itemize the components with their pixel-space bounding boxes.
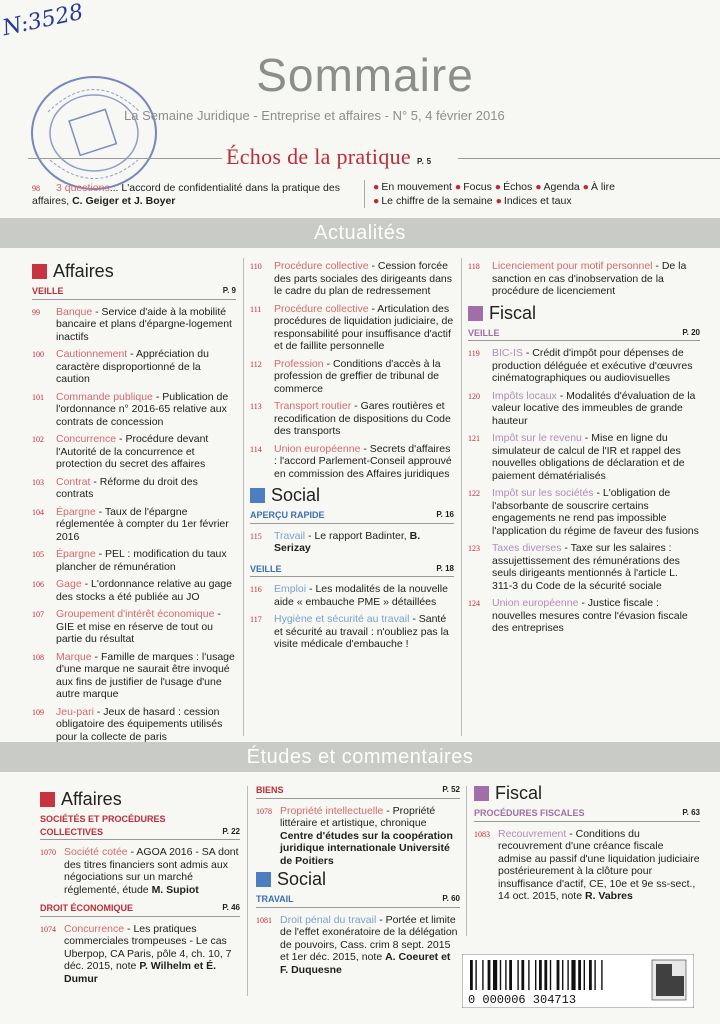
- barcode-bar: [562, 960, 563, 990]
- entry-authors: P. Wilhelm et É. Dumur: [64, 960, 217, 985]
- divider: [458, 158, 720, 159]
- subsection-label: TRAVAIL: [256, 894, 294, 904]
- entry-body: [280, 914, 460, 977]
- subsection-label: DROIT ÉCONOMIQUE: [40, 903, 134, 913]
- subsection-label: APERÇU RAPIDE: [250, 510, 325, 520]
- rubric-label: Échos: [503, 181, 533, 193]
- section-title: Affaires: [61, 789, 122, 810]
- entry-body: [274, 443, 454, 481]
- band-etudes: Études et commentaires: [0, 742, 720, 772]
- entry-text: - Justice fiscale : nouvelles mesures contre l'évasion fiscale des entreprises: [492, 597, 688, 634]
- entry-text: - Jeux de hasard : cession obligatoire des équipements utilisés pour la collecte de paris: [56, 705, 223, 743]
- entry-text: - GIE et mise en réserve de tout ou partie du résultat: [56, 608, 221, 645]
- column-divider: [243, 258, 244, 736]
- entry-text: - Articulation des procédures de liquidation judiciaire, de responsabilité pour insuffisance d'actif et de faillite personnelle: [274, 302, 454, 352]
- entry-keyword: Transport routier: [274, 400, 352, 412]
- entry-number: 1081: [256, 915, 272, 925]
- entry-number: 105: [32, 550, 44, 559]
- journal-subtitle: La Semaine Juridique - Entreprise et affaires - N° 5, 4 février 2016: [124, 108, 505, 123]
- entry-authors: B. Serizay: [274, 529, 421, 554]
- barcode-bar: [505, 960, 506, 990]
- entry-keyword: 3 questions: [56, 182, 110, 194]
- etudes-col-affaires: [40, 789, 240, 990]
- entry-number: 1074: [40, 924, 56, 934]
- study-entry: [40, 923, 240, 986]
- entry-keyword: Épargne: [56, 505, 96, 518]
- section-marker-icon: [468, 306, 483, 321]
- study-entry: [256, 914, 460, 977]
- entry-keyword: Impôt sur le revenu: [492, 432, 582, 444]
- rubric-link[interactable]: [583, 181, 615, 193]
- entry-text: - Taux de l'épargne réglementée à compter du 1er février 2016: [56, 505, 229, 543]
- study-entry: [40, 846, 240, 896]
- entry-keyword: Recouvrement: [498, 827, 567, 840]
- toc-entry: [32, 548, 236, 573]
- entry-body: [56, 706, 236, 744]
- entry-number: 121: [468, 434, 480, 443]
- section-marker-icon: [474, 786, 489, 801]
- entry-text: - Crédit d'impôt pour dépenses de production déléguée et exécutive d'œuvres cinématographiques ou audiovisuelles: [492, 347, 693, 384]
- toc-entry: [32, 433, 236, 471]
- subsection-page: P. 22: [222, 826, 240, 836]
- entry-keyword: Concurrence: [56, 433, 117, 445]
- echos-title-text: Échos de la pratique: [226, 144, 411, 169]
- entry-text: - Conditions du recouvrement d'une créance fiscale admise au passif d'une liquidation judiciaire postérieurement à la clôture pour insuffisance d'actif, CE, 10e et 9e ss-sect., 14 oct. 2015, note: [498, 827, 700, 902]
- barcode-bar: [517, 960, 518, 990]
- entry-keyword: Union européenne: [274, 442, 361, 455]
- entry-body: [498, 828, 700, 903]
- actu-col-affaires: [32, 261, 236, 748]
- section-title: Affaires: [53, 261, 114, 282]
- subsection-page: P. 18: [436, 563, 454, 573]
- rubric-label: Agenda: [543, 181, 580, 193]
- entries-list: [250, 260, 454, 480]
- entry-number: 101: [32, 392, 44, 402]
- etudes-col-2: [256, 784, 460, 981]
- entry-text: - L'obligation de l'absorbante de souscrire certains engagements ne rend pas impossible l'application du régime de faveur des fusions: [492, 487, 699, 537]
- section-heading: [250, 485, 454, 506]
- subsection-page: P. 63: [682, 808, 700, 817]
- entry-number: 107: [32, 610, 44, 619]
- entry-text: - Procédure devant l'Autorité de la concurrence et protection du secret des affaires: [56, 433, 209, 470]
- entry-text: - Santé et sécurité au travail : n'oubliez pas la visite médicale d'embauche !: [274, 613, 449, 650]
- entry-text: - Cession forcée des parts sociales des dirigeants dans le cadre du plan de redressement: [274, 260, 453, 297]
- rubric-link[interactable]: [535, 181, 580, 193]
- bullet-icon: ●: [495, 195, 502, 207]
- subsection-label: SOCIÉTÉS ET PROCÉDURES COLLECTIVES: [40, 814, 166, 837]
- barcode-bar: [567, 960, 568, 990]
- toc-entry: [468, 597, 700, 635]
- entry-text: - Taxe sur les salaires : assujettissement des rémunérations des seuls dirigeants mentionnés à l'article L. 311-3 du Code de la sécurité sociale: [492, 542, 680, 592]
- entry-authors: M. Supiot: [151, 883, 199, 896]
- toc-entry: [250, 303, 454, 353]
- entries-list: [468, 260, 700, 298]
- entry-text: - Modalités d'évaluation de la valeur locative des immeubles de grande hauteur: [492, 389, 696, 427]
- subsection-page: P. 52: [442, 785, 460, 794]
- section-title: Fiscal: [489, 302, 537, 323]
- entry-authors: C. Geiger et J. Boyer: [72, 195, 176, 207]
- barcode-bar: [584, 960, 585, 990]
- subsection-bar: [256, 784, 460, 799]
- toc-entry: [32, 706, 236, 744]
- toc-entry: [32, 651, 236, 701]
- entry-body: [274, 303, 454, 353]
- bullet-icon: ●: [535, 181, 542, 193]
- entry-number: 99: [32, 307, 40, 317]
- barcode-digits: 0 000006 304713: [468, 993, 577, 1007]
- entry-text: - Service d'aide à la mobilité bancaire et plans d'épargne-logement inactifs: [56, 305, 232, 343]
- section-heading: [32, 261, 236, 282]
- toc-entry: [32, 348, 236, 386]
- barcode: [462, 954, 694, 1008]
- rubric-label: Focus: [463, 181, 492, 193]
- entry-text: - Portée et limite de l'effet exonératoire de la délégation de pouvoirs, Cass. crim 8 sept. 2015 et 1er déc. 2015, note: [280, 913, 458, 963]
- column-divider: [466, 786, 467, 936]
- section-title: Social: [277, 869, 327, 890]
- subsection-bar: [250, 563, 454, 578]
- entry-body: [56, 433, 236, 471]
- entry-keyword: Emploi: [274, 583, 307, 595]
- barcode-bar: [470, 960, 473, 990]
- toc-entry: [32, 306, 236, 344]
- barcode-bar: [571, 960, 575, 990]
- entry-number: 116: [250, 585, 262, 594]
- entry-text: - L'ordonnance relative au gage des stocks a été publiée au JO: [56, 578, 232, 603]
- echos-rubrics: [364, 180, 704, 208]
- section-marker-icon: [40, 792, 55, 807]
- entry-body: [64, 923, 240, 986]
- entry-keyword: Procédure collective: [274, 302, 369, 315]
- barcode-bar: [521, 960, 524, 990]
- entry-body: [274, 400, 454, 438]
- entry-body: [56, 476, 236, 501]
- band-actualites: Actualités: [0, 218, 720, 248]
- etudes-col-fiscal: [474, 783, 700, 908]
- divider: [28, 158, 222, 159]
- entry-keyword: Profession: [274, 357, 324, 370]
- rubric-label: Le chiffre de la semaine: [381, 195, 493, 207]
- barcode-bar: [539, 960, 542, 990]
- entry-keyword: Commande publique: [56, 390, 153, 403]
- entry-body: [64, 846, 240, 896]
- entry-body: [56, 306, 236, 344]
- entry-body: [492, 432, 700, 482]
- entry-text: - Réforme du droit des contrats: [56, 475, 198, 500]
- entry-text: - De la sanction en cas d'inobservation de la procédure de licenciement: [492, 260, 687, 297]
- entry-text: - Publication de l'ordonnance n° 2016-65 relative aux contrats de concession: [56, 390, 229, 428]
- entry-body: [56, 608, 236, 646]
- rubric-link[interactable]: [496, 195, 572, 207]
- entry-number: 1083: [474, 829, 490, 839]
- entry-keyword: Droit pénal du travail: [280, 913, 377, 926]
- actu-col-2: [250, 260, 454, 656]
- entry-number: 108: [32, 652, 44, 662]
- entry-body: [492, 347, 700, 385]
- entry-number: 100: [32, 350, 44, 359]
- bullet-icon: ●: [454, 181, 462, 193]
- toc-entry: [32, 578, 236, 603]
- subsection-page: P. 60: [442, 894, 460, 903]
- section-marker-icon: [256, 872, 271, 887]
- subsection-bar: [250, 509, 454, 524]
- section-title: Fiscal: [495, 783, 543, 804]
- entry-keyword: Contrat: [56, 475, 91, 488]
- subsection-bar: [40, 902, 240, 917]
- subsection-page: P. 46: [222, 903, 240, 912]
- section-marker-icon: [32, 264, 47, 279]
- rubric-link[interactable]: [373, 195, 493, 207]
- entry-number: 123: [468, 544, 480, 553]
- toc-entry: [250, 358, 454, 396]
- entry-number: 113: [250, 402, 262, 411]
- entry-number: 118: [468, 262, 480, 271]
- barcode-bar: [589, 960, 592, 990]
- toc-entry: [32, 608, 236, 646]
- entry-number: 102: [32, 435, 44, 444]
- entry-body: [492, 390, 700, 428]
- toc-entry: [468, 347, 700, 385]
- entry-body: [492, 542, 700, 592]
- subsection-label: BIENS: [256, 785, 284, 795]
- toc-entry: [468, 542, 700, 592]
- subsection-bar: [40, 813, 240, 840]
- entry-text: - Conditions d'accès à la profession de greffier de tribunal de commerce: [274, 357, 441, 395]
- barcode-bar: [535, 960, 536, 990]
- barcode-bar: [475, 960, 476, 990]
- column-divider: [247, 786, 248, 996]
- toc-entry: [250, 613, 454, 651]
- bullet-icon: ●: [373, 195, 380, 207]
- entry-number: 109: [32, 707, 44, 717]
- echos-entry: [32, 182, 342, 208]
- entry-body: [56, 578, 236, 603]
- entry-number: 119: [468, 349, 480, 358]
- subsection-bar: [256, 893, 460, 908]
- toc-entry: [468, 487, 700, 537]
- entry-keyword: Société cotée: [64, 846, 128, 858]
- entry-authors: R. Vabres: [584, 890, 633, 902]
- entry-text: - Les pratiques commerciales trompeuses - Le cas Uberpop, CA Paris, pôle 4, ch. 10, 7 déc. 2015, note: [64, 922, 232, 972]
- section-heading: [256, 869, 460, 890]
- entry-keyword: Licenciement pour motif personnel: [492, 260, 653, 272]
- entry-keyword: BIC-IS: [492, 347, 523, 359]
- entry-number: 115: [250, 531, 262, 541]
- barcode-bar: [557, 960, 560, 990]
- entry-keyword: Gage: [56, 578, 82, 590]
- toc-entry: [468, 432, 700, 482]
- entry-keyword: Travail: [274, 529, 306, 542]
- entry-number: 110: [250, 262, 262, 271]
- bullet-icon: ●: [582, 181, 590, 193]
- entry-keyword: Hygiène et sécurité au travail: [274, 613, 410, 625]
- entry-number: 122: [468, 489, 480, 498]
- barcode-bar: [509, 960, 512, 990]
- toc-entry: [32, 506, 236, 544]
- barcode-bar: [594, 960, 595, 990]
- entry-body: [274, 358, 454, 396]
- entry-body: [56, 651, 236, 701]
- barcode-bar: [528, 960, 529, 990]
- subsection-label: VEILLE: [468, 327, 500, 338]
- section-title: Social: [271, 485, 321, 506]
- entry-body: [56, 348, 236, 386]
- entry-keyword: Marque: [56, 650, 92, 663]
- entry-keyword: Épargne: [56, 548, 96, 560]
- subsection-bar: [474, 807, 700, 822]
- entries-list: [32, 306, 236, 744]
- entry-text: - AGOA 2016 - SA dont des titres financiers sont admis aux négociations sur un marché réglementé, étude: [64, 846, 239, 896]
- entry-keyword: Propriété intellectuelle: [280, 804, 384, 817]
- entry-keyword: Impôts locaux: [492, 389, 557, 402]
- entry-text: - Secrets d'affaires : l'accord Parlement-Conseil approuvé en commission des Affaires juridiques: [274, 442, 452, 480]
- rubrics-line-1: [373, 180, 704, 194]
- subsection-page: P. 9: [222, 286, 236, 295]
- page-title: Sommaire: [256, 49, 474, 101]
- bullet-icon: ●: [373, 181, 380, 193]
- toc-entry: [32, 391, 236, 429]
- toc-entry: [250, 583, 454, 608]
- barcode-bar: [500, 960, 501, 990]
- subsection-label: PROCÉDURES FISCALES: [474, 808, 585, 818]
- entry-text: - Appréciation du caractère disproportionné de la caution: [56, 348, 209, 385]
- entry-text: - Famille de marques : l'usage d'une marque ne saurait être invoqué aux fins de justifier de l'usage d'une autre marque: [56, 650, 235, 700]
- toc-entry: [468, 390, 700, 428]
- entry-keyword: Cautionnement: [56, 348, 128, 360]
- entry-body: [274, 583, 454, 608]
- entry-text: - Gares routières et recodification de dispositions du Code des transports: [274, 400, 451, 437]
- entries-list: [250, 583, 454, 651]
- rubric-label: À lire: [591, 181, 615, 193]
- entry-text: - Propriété littéraire et artistique, chronique: [280, 804, 436, 829]
- toc-entry: [250, 530, 454, 555]
- handwritten-reference: N:3528: [0, 0, 86, 42]
- section-heading: [474, 783, 700, 804]
- entry-body: [56, 506, 236, 544]
- entry-text: - Mise en ligne du simulateur de calcul de l'IR et rappel des nouvelles obligations de déclaration et de paiement dématérialisés: [492, 432, 685, 482]
- toc-entry: [32, 476, 236, 501]
- toc-entry: [250, 400, 454, 438]
- entry-text: - Les modalités de la nouvelle aide « embauche PME » détaillées: [274, 583, 448, 608]
- entry-body: [56, 548, 236, 573]
- entry-number: 124: [468, 599, 480, 608]
- entries-list: [468, 347, 700, 635]
- entry-keyword: Union européenne: [492, 597, 579, 609]
- rubrics-line-2: [373, 194, 704, 208]
- bullet-icon: ●: [494, 181, 502, 193]
- rubric-label: Indices et taux: [503, 195, 572, 207]
- entry-number: 98: [32, 184, 40, 193]
- subsection-label: VEILLE: [250, 563, 282, 574]
- entry-body: [280, 805, 460, 868]
- toc-entry: [468, 260, 700, 298]
- section-heading: [40, 789, 240, 810]
- entry-body: [492, 260, 700, 298]
- echos-page: P. 5: [417, 157, 432, 166]
- barcode-bar: [544, 960, 547, 990]
- entry-keyword: Concurrence: [64, 922, 125, 935]
- section-heading: [468, 302, 700, 323]
- entry-body: [492, 487, 700, 537]
- barcode-bar: [578, 960, 581, 990]
- entry-number: 1078: [256, 806, 272, 816]
- entry-number: 114: [250, 444, 262, 454]
- entry-keyword: Groupement d'intérêt économique: [56, 608, 215, 620]
- entry-body: [56, 391, 236, 429]
- subsection-bar: [32, 285, 236, 300]
- actu-col-3: [468, 260, 700, 640]
- entry-number: 106: [32, 580, 44, 589]
- study-entry: [474, 828, 700, 903]
- entry-body: [274, 530, 454, 555]
- entry-number: 103: [32, 477, 44, 487]
- entry-number: 1070: [40, 848, 56, 857]
- subsection-bar: [468, 327, 700, 342]
- column-divider: [461, 258, 462, 736]
- entry-number: 104: [32, 507, 44, 517]
- study-entry: [256, 805, 460, 868]
- entry-text: - Le rapport Badinter,: [305, 529, 410, 542]
- rubric-link[interactable]: [455, 181, 492, 193]
- entry-body: [274, 613, 454, 651]
- entries-list: [250, 530, 454, 555]
- subsection-page: P. 16: [436, 510, 454, 519]
- entry-number: 112: [250, 359, 262, 369]
- entry-keyword: Procédure collective: [274, 260, 369, 272]
- rubric-label: En mouvement: [381, 181, 452, 193]
- barcode-bar: [482, 960, 483, 990]
- rubric-link[interactable]: [373, 181, 452, 193]
- echos-heading: [226, 144, 431, 170]
- section-marker-icon: [250, 488, 265, 503]
- entry-number: 117: [250, 615, 262, 624]
- subsection-page: P. 20: [682, 327, 700, 337]
- rubric-link[interactable]: [495, 181, 533, 193]
- barcode-bar: [601, 960, 602, 990]
- entry-number: 111: [250, 304, 262, 314]
- barcode-bar: [550, 960, 551, 990]
- entry-text: - PEL : modification du taux plancher de rémunération: [56, 548, 227, 573]
- subsection-label: VEILLE: [32, 286, 64, 296]
- barcode-bar: [493, 960, 497, 990]
- entry-body: [492, 597, 700, 635]
- entry-keyword: Taxes diverses: [492, 542, 562, 554]
- entry-number: 120: [468, 391, 480, 401]
- entry-body: [274, 260, 454, 298]
- entry-authors: A. Coeuret et F. Duquesne: [280, 951, 451, 976]
- toc-entry: [250, 443, 454, 481]
- entry-keyword: Jeu-pari: [56, 705, 94, 718]
- entry-keyword: Banque: [56, 305, 93, 318]
- toc-entry: [250, 260, 454, 298]
- barcode-bar: [488, 960, 491, 990]
- entry-authors: Centre d'études sur la coopération juridique internationale Université de Poitiers: [280, 829, 453, 867]
- entry-keyword: Impôt sur les sociétés: [492, 487, 594, 499]
- entry-text: ... L'accord de confidentialité dans la pratique des affaires,: [32, 182, 340, 207]
